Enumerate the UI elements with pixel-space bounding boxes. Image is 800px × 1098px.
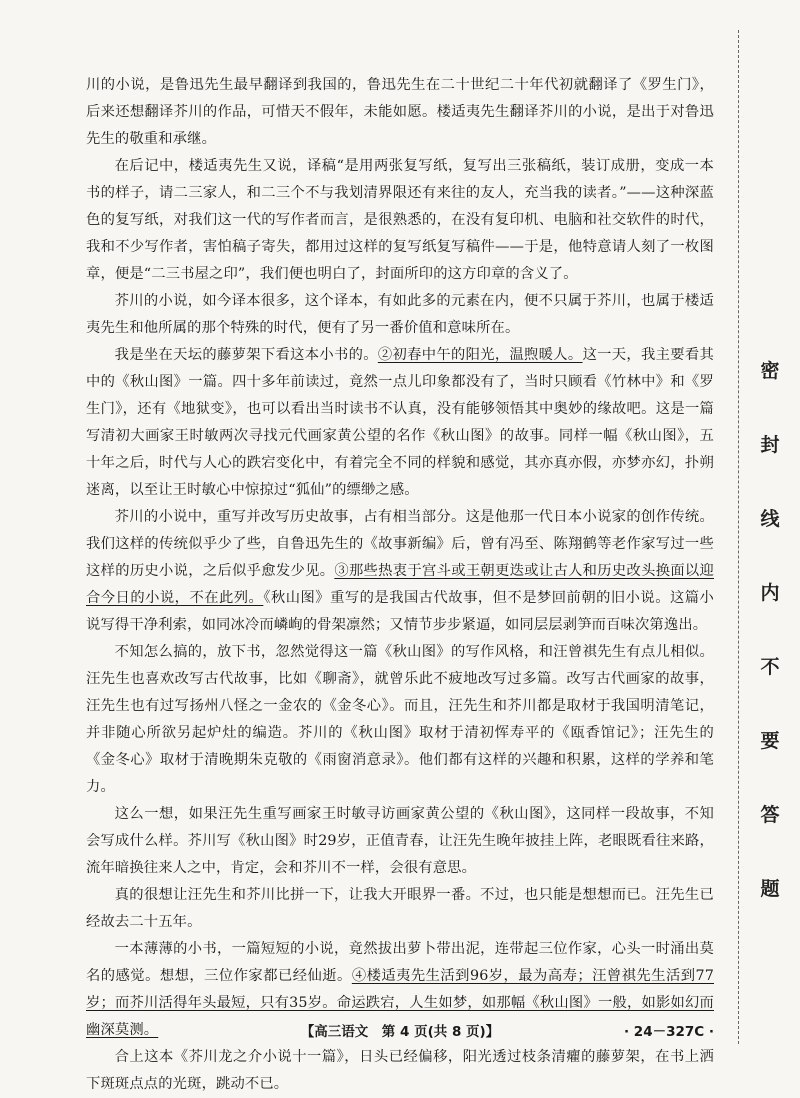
underlined-sentence-2: ②初春中午的阳光，温煦暖人。 [377,347,583,363]
text-run: 合上这本《芥川龙之介小说十一篇》，日头已经偏移，阳光透过枝条清癯的藤萝架，在书上洒下斑斑点点的光斑，跳动不已。 [86,1049,714,1092]
underlined-sentence-4: ④楼适夷先生活到96岁，最为高寿；汪曾祺先生活到77岁；而芥川活得年头最短，只有35岁。命运跌宕，人生如梦，如那幅《秋山图》一般，如影如幻而幽深莫测。 [86,968,714,1038]
text-run: 芥川的小说中，重写并改写历史故事，占有相当部分。这是他那一代日本小说家的创作传统。我们这样的传统似乎少了些，自鲁迅先生的《故事新编》后，曾有冯至、陈翔鹤等老作家写过一些这样的历史小说，之后似乎愈发少见。 [86,509,714,579]
text-run: 《秋山图》重写的是我国古代故事，但不是梦回前朝的旧小说。这篇小说写得干净利索，如同冰冷而嶙峋的骨架凛然；又情节步步紧逼，如同层层剥笋而百味次第逸出。 [86,590,714,633]
seal-char: 不 [760,656,780,678]
seal-char: 答 [760,804,780,826]
paragraph [86,882,714,936]
seal-char: 封 [760,434,780,456]
seal-dashed-line [738,30,739,1044]
paragraph [86,801,714,882]
paragraph [86,72,714,153]
page-footer [86,1020,714,1044]
seal-char: 线 [760,508,780,530]
paragraph [86,639,714,801]
text-run: 芥川的小说，如今译本很多，这个译本，有如此多的元素在内，便不只属于芥川，也属于楼适夷先生和他所属的那个特殊的时代，便有了另一番价值和意味所在。 [86,293,714,336]
footer-exam-code: · 24－327C · [623,1024,714,1040]
paragraph [86,342,714,504]
underlined-sentence-3: ③那些热衷于宫斗或王朝更迭或让古人和历史改头换面以迎合今日的小说，不在此列。 [86,563,714,606]
text-run: 这么一想，如果汪先生重写画家王时敏寻访画家黄公望的《秋山图》，这同样一段故事，不知会写成什么样。芥川写《秋山图》时29岁，正值青春，让汪先生晚年披挂上阵，老眼既看往来路，流年暗换往来人之中，肯定，会和芥川不一样，会很有意思。 [86,806,714,876]
text-run: 在后记中，楼适夷先生又说，译稿“是用两张复写纸，复写出三张稿纸，装订成册，变成一本书的样子，请二三家人，和二三个不与我划清界限还有来往的友人，充当我的读者。”——这种深蓝色的复写纸，对我们这一代的写作者而言，是很熟悉的，在没有复印机、电脑和社交软件的时代，我和不少写作者，害怕稿子寄失，都用过这样的复写纸复写稿件——于是，他特意请人刻了一枚图章，便是“二三书屋之印”，我们便也明白了，封面所印的这方印章的含义了。 [86,158,714,282]
text-run: 川的小说，是鲁迅先生最早翻译到我国的，鲁迅先生在二十世纪二十年代初就翻译了《罗生门》，后来还想翻译芥川的作品，可惜天不假年，未能如愿。楼适夷先生翻译芥川的小说，是出于对鲁迅先生的敬重和承继。 [86,77,714,147]
paragraph [86,288,714,342]
text-run: 这一天，我主要看其中的《秋山图》一篇。四十多年前读过，竟然一点儿印象都没有了，当时只顾看《竹林中》和《罗生门》，还有《地狱变》，也可以看出当时读书不认真，没有能够领悟其中奥妙的缘故吧。这是一篇写清初大画家王时敏两次寻找元代画家黄公望的名作《秋山图》的故事。同样一幅《秋山图》，五十年之后，时代与人心的跌宕变化中，有着完全不同的样貌和感觉，其亦真亦假，亦梦亦幻，扑朔迷离，以至让王时敏心中惊掠过“狐仙”的缥缈之感。 [86,347,714,498]
paragraph [86,504,714,639]
seal-char: 内 [760,582,780,604]
paragraph [86,153,714,288]
seal-char: 要 [760,730,780,752]
footer-page-label: 【高三语文 第 4 页(共 8 页)】 [300,1024,500,1040]
article-body [86,72,714,1098]
paragraph [86,1044,714,1098]
text-run: 不知怎么搞的，放下书，忽然觉得这一篇《秋山图》的写作风格，和汪曾祺先生有点儿相似。汪先生也喜欢改写古代故事，比如《聊斋》，就曾乐此不疲地改写过多篇。改写古代画家的故事，汪先生也有过写扬州八怪之一金农的《金冬心》。而且，汪先生和芥川都是取材于我国明清笔记，并非随心所欲另起炉灶的编造。芥川的《秋山图》取材于清初恽寿平的《瓯香馆记》；汪先生的《金冬心》取材于清晚期朱克敬的《雨窗消意录》。他们都有这样的兴趣和积累，这样的学养和笔力。 [86,644,714,795]
text-run: 我是坐在天坛的藤萝架下看这本小书的。 [114,347,378,363]
seal-char: 密 [760,360,780,382]
text-run: 一本薄薄的小书，一篇短短的小说，竟然拔出萝卜带出泥，连带起三位作家，心头一时涌出莫名的感觉。想想，三位作家都已经仙逝。 [86,941,714,984]
text-run: 真的很想让汪先生和芥川比拼一下，让我大开眼界一番。不过，也只能是想想而已。汪先生已经故去二十五年。 [86,887,714,930]
seal-char: 题 [760,878,780,900]
seal-line-margin [738,0,800,1074]
